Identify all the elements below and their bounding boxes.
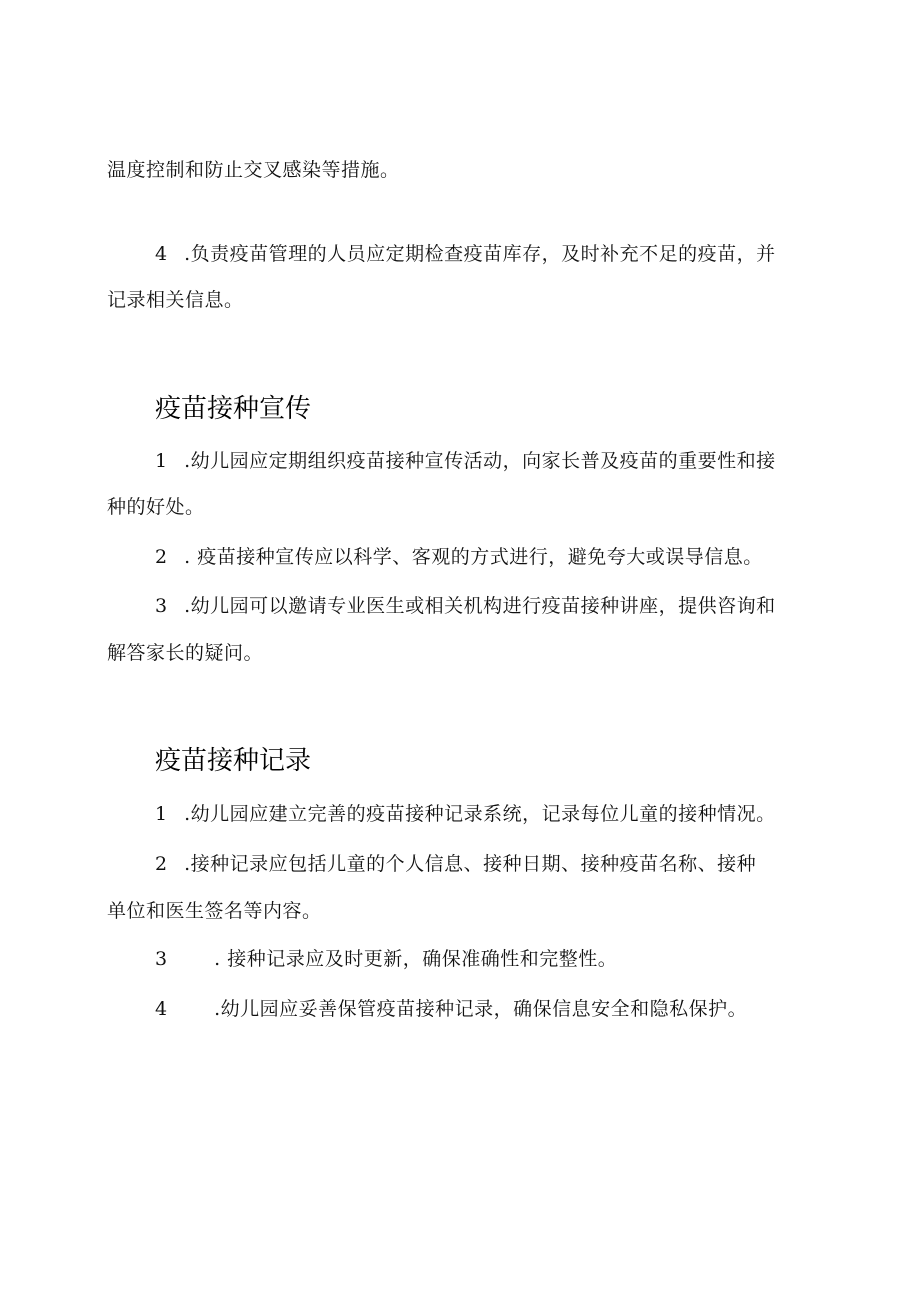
list-item-text: . 接种记录应及时更新，确保准确性和完整性。 [214,948,618,970]
list-item-number: 4 [155,998,168,1020]
list-item-line [155,947,617,971]
list-item-number: 1 [155,450,168,472]
paragraph-continuation: 温度控制和防止交叉感染等措施。 [107,159,400,181]
list-item-number: 2 [155,853,168,875]
list-item-line-continuation: 种的好处。 [107,496,205,518]
list-item-number: 4 [155,243,168,265]
list-item-line [155,997,747,1021]
list-item-text: .负责疫苗管理的人员应定期检查疫苗库存，及时补充不足的疫苗，并 [184,243,776,265]
list-item-line [155,242,776,266]
list-item-text: .幼儿园应建立完善的疫苗接种记录系统，记录每位儿童的接种情况。 [184,803,776,825]
list-item-number: 3 [155,595,168,617]
list-item-line-continuation: 记录相关信息。 [107,289,244,311]
list-item-line [155,545,763,569]
list-item-line-continuation: 单位和医生签名等内容。 [107,900,322,922]
list-item-line [155,802,776,826]
list-item-number: 2 [155,546,168,568]
list-item-text: .接种记录应包括儿童的个人信息、接种日期、接种疫苗名称、接种 [184,853,757,875]
list-item-number: 3 [155,948,168,970]
list-item-text: . 疫苗接种宣传应以科学、客观的方式进行，避免夸大或误导信息。 [184,546,763,568]
list-item-line [155,852,756,876]
list-item-line-continuation: 解答家长的疑问。 [107,642,264,664]
list-item-text: .幼儿园应定期组织疫苗接种宣传活动，向家长普及疫苗的重要性和接 [184,450,776,472]
list-item-text: .幼儿园应妥善保管疫苗接种记录，确保信息安全和隐私保护。 [214,998,748,1020]
section-title-promotion: 疫苗接种宣传 [155,394,312,424]
list-item-line [155,594,776,618]
list-item-text: .幼儿园可以邀请专业医生或相关机构进行疫苗接种讲座，提供咨询和 [184,595,776,617]
section-title-records: 疫苗接种记录 [155,746,312,776]
list-item-line [155,449,776,473]
list-item-number: 1 [155,803,168,825]
